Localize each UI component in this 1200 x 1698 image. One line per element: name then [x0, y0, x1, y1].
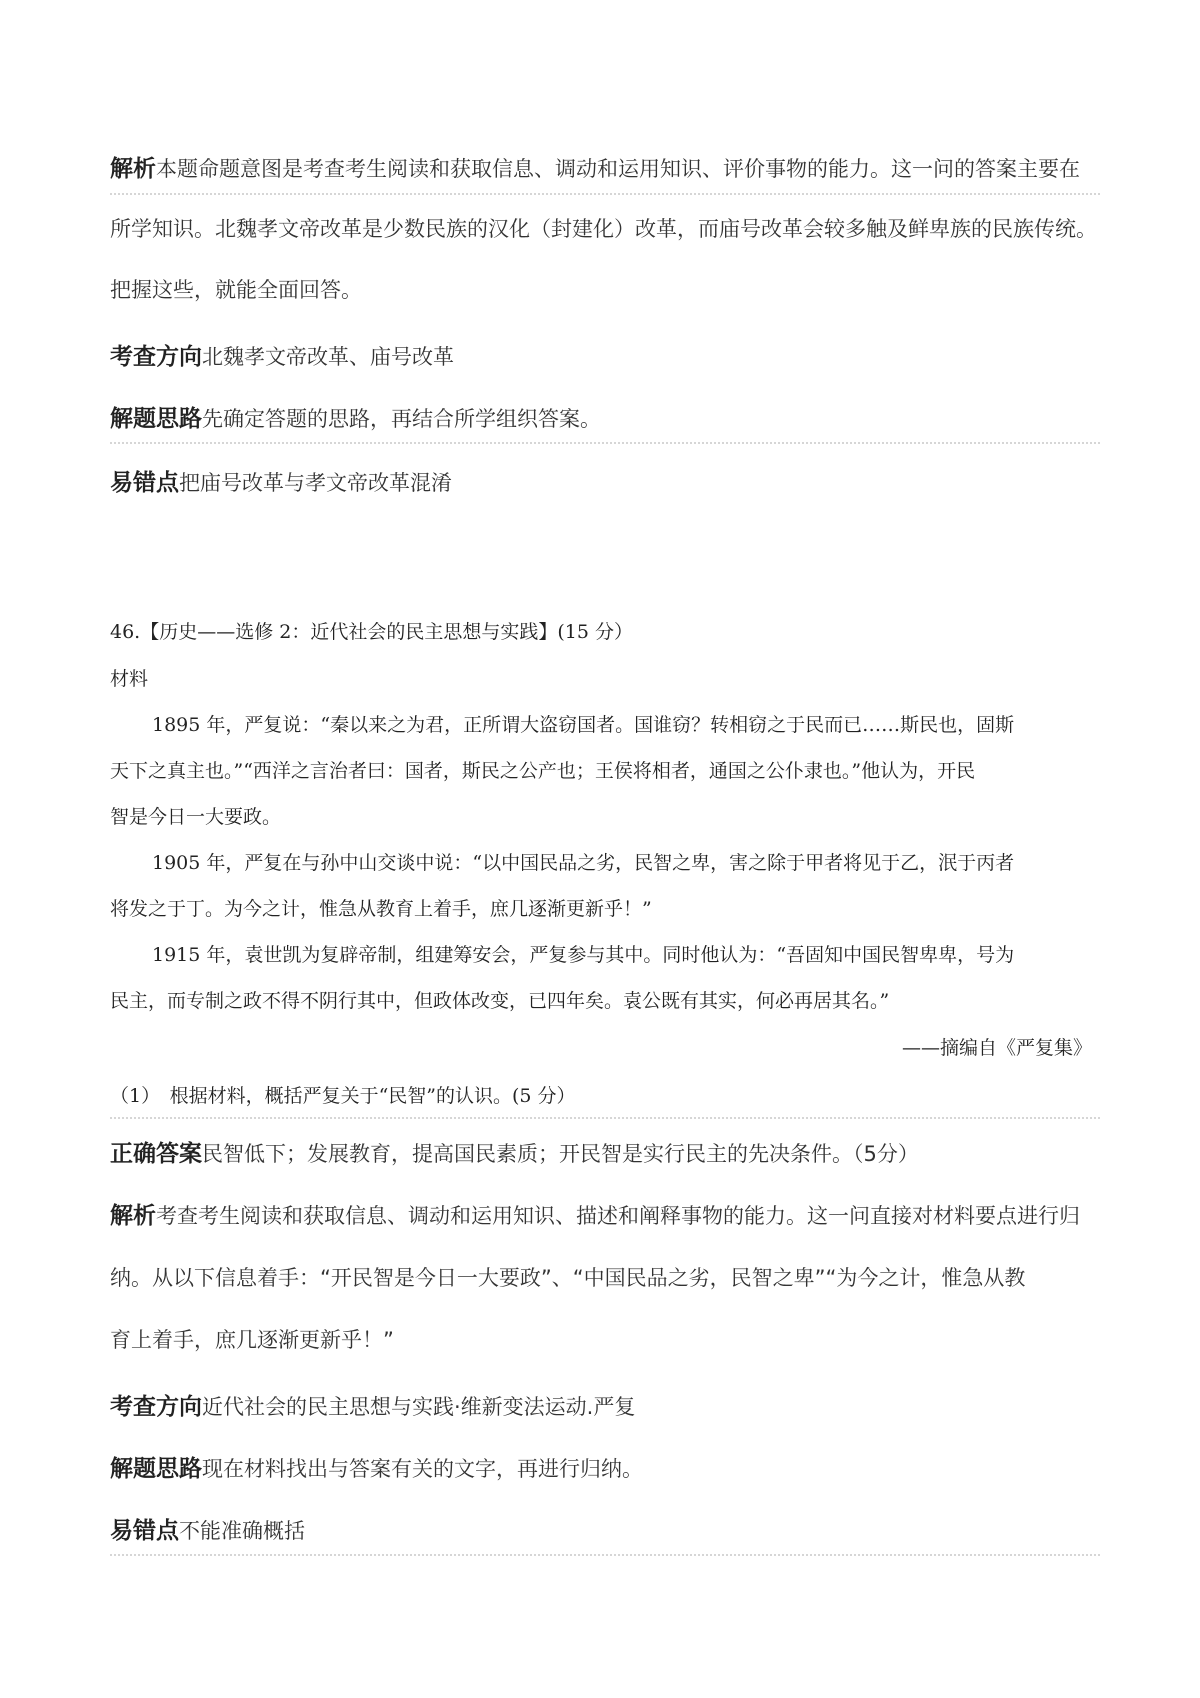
- answer-text: 民智低下；发展教育，提高国民素质；开民智是实行民主的先决条件。（5分）: [202, 1142, 919, 1166]
- divider: [110, 1554, 1100, 1556]
- analysis2-line-3: 育上着手，庶几逐渐更新乎！”: [110, 1328, 394, 1352]
- direction2-label: 考查方向: [110, 1394, 202, 1420]
- approach-line: [110, 400, 601, 433]
- approach-label: 解题思路: [110, 406, 202, 432]
- material-p2-line2: 将发之于丁。为今之计，惟急从教育上着手，庶几逐渐更新乎！”: [110, 898, 652, 920]
- analysis2-line-2: 纳。从以下信息着手：“开民智是今日一大要政”、“中国民品之劣，民智之卑”“为今之计，惟急从教: [110, 1266, 1026, 1290]
- material-p3-line1: 1915 年，袁世凯为复辟帝制，组建筹安会，严复参与其中。同时他认为：“吾固知中国民智卑卑，号为: [152, 944, 1015, 966]
- answer-line: [110, 1135, 919, 1168]
- material-p1-line1: 1895 年，严复说：“秦以来之为君，正所谓大盗窃国者。国谁窃？转相窃之于民而已……斯民也，固斯: [152, 714, 1015, 736]
- analysis2-text-1: 考查考生阅读和获取信息、调动和运用知识、描述和阐释事物的能力。这一问直接对材料要点进行归: [156, 1204, 1080, 1228]
- approach2-text: 现在材料找出与答案有关的文字，再进行归纳。: [202, 1457, 643, 1481]
- approach-text: 先确定答题的思路，再结合所学组织答案。: [202, 407, 601, 431]
- pitfall-text: 把庙号改革与孝文帝改革混淆: [179, 471, 452, 495]
- analysis-line-1: [110, 150, 1080, 183]
- direction-text: 北魏孝文帝改革、庙号改革: [202, 345, 454, 369]
- material-p2-line1: 1905 年，严复在与孙中山交谈中说：“以中国民品之劣，民智之卑，害之除于甲者将见于乙，泯于丙者: [152, 852, 1015, 874]
- material-p1-line3: 智是今日一大要政。: [110, 806, 282, 828]
- analysis-line-3: 把握这些，就能全面回答。: [110, 278, 362, 302]
- approach2-line: [110, 1450, 643, 1483]
- pitfall-label: 易错点: [110, 470, 179, 496]
- analysis2-line-1: [110, 1197, 1080, 1230]
- analysis-text-1: 本题命题意图是考查考生阅读和获取信息、调动和运用知识、评价事物的能力。这一问的答案主要在: [156, 157, 1080, 181]
- analysis-line-2: 所学知识。北魏孝文帝改革是少数民族的汉化（封建化）改革，而庙号改革会较多触及鲜卑族的民族传统。: [110, 217, 1097, 241]
- material-label: 材料: [110, 668, 149, 690]
- analysis2-label: 解析: [110, 1203, 156, 1229]
- direction-label: 考查方向: [110, 344, 202, 370]
- direction2-text: 近代社会的民主思想与实践·维新变法运动.严复: [202, 1395, 636, 1419]
- sub-question: （1） 根据材料，概括严复关于“民智”的认识。(5 分）: [110, 1085, 576, 1107]
- divider: [110, 442, 1100, 444]
- pitfall2-text: 不能准确概括: [179, 1519, 305, 1543]
- divider: [110, 193, 1100, 195]
- direction2-line: [110, 1388, 635, 1421]
- direction-line: [110, 338, 454, 371]
- divider: [110, 1117, 1100, 1119]
- pitfall2-label: 易错点: [110, 1518, 179, 1544]
- approach2-label: 解题思路: [110, 1456, 202, 1482]
- material-source: ——摘编自《严复集》: [901, 1037, 1092, 1059]
- question-title: 46.【历史——选修 2：近代社会的民主思想与实践】(15 分）: [110, 621, 633, 643]
- pitfall2-line: [110, 1512, 305, 1545]
- answer-label: 正确答案: [110, 1141, 202, 1167]
- pitfall-line: [110, 464, 452, 497]
- material-p1-line2: 天下之真主也。”“西洋之言治者曰：国者，斯民之公产也；王侯将相者，通国之公仆隶也。”他认为，开民: [110, 760, 976, 782]
- material-p3-line2: 民主，而专制之政不得不阴行其中，但政体改变，已四年矣。袁公既有其实，何必再居其名。”: [110, 990, 890, 1012]
- analysis-label: 解析: [110, 156, 156, 182]
